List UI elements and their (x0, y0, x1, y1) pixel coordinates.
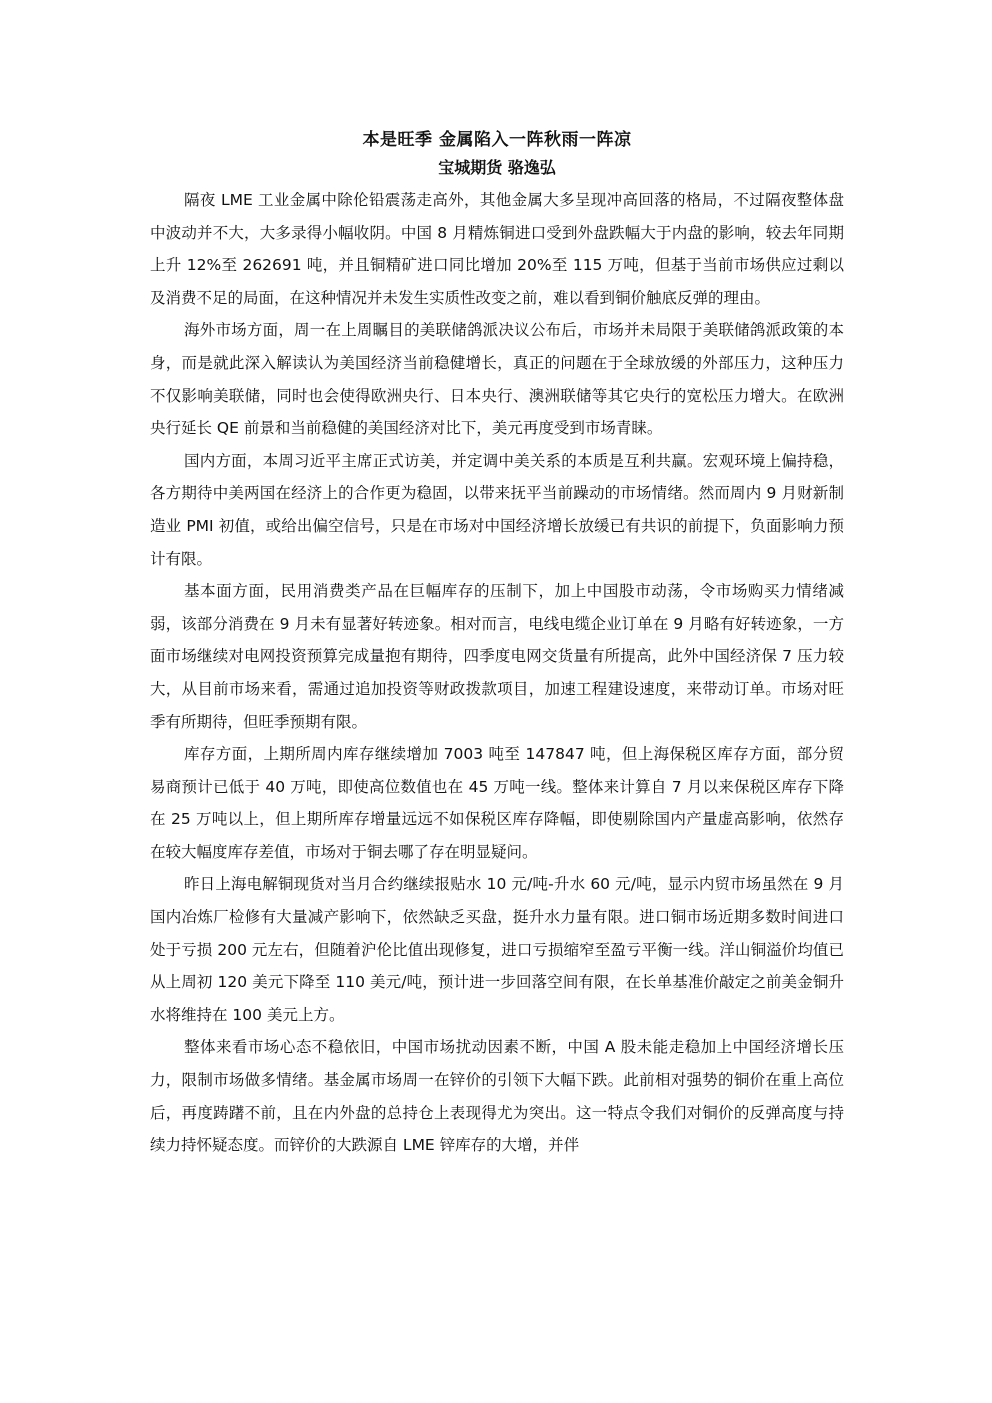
paragraph-3: 国内方面，本周习近平主席正式访美，并定调中美关系的本质是互利共赢。宏观环境上偏持稳，各方期待中美两国在经济上的合作更为稳固，以带来抚平当前躁动的市场情绪。然而周内 9 月财新制造业 PMI 初值，或给出偏空信号，只是在市场对中国经济增长放缓已有共识的前提下，负面影响力预计有限。 (150, 451, 844, 568)
paragraph-6: 昨日上海电解铜现货对当月合约继续报贴水 10 元/吨-升水 60 元/吨，显示内贸市场虽然在 9 月国内冶炼厂检修有大量减产影响下，依然缺乏买盘，挺升水力量有限。进口铜市场近期多数时间进口处于亏损 200 元左右，但随着沪伦比值出现修复，进口亏损缩窄至盈亏平衡一线。洋山铜溢价均值已从上周初 120 美元下降至 110 美元/吨，预计进一步回落空间有限，在长单基准价敲定之前美金铜升水将维持在 100 美元上方。 (150, 875, 844, 1024)
document-title: 本是旺季 金属陷入一阵秋雨一阵凉 (362, 130, 632, 150)
paragraph-4: 基本面方面，民用消费类产品在巨幅库存的压制下，加上中国股市动荡，令市场购买力情绪减弱，该部分消费在 9 月未有显著好转迹象。相对而言，电线电缆企业订单在 9 月略有好转迹象，一方面市场继续对电网投资预算完成量抱有期待，四季度电网交货量有所提高，此外中国经济保 7 压力较大，从目前市场来看，需通过追加投资等财政拨款项目，加速工程建设速度，来带动订单。市场对旺季有所期待，但旺季预期有限。 (150, 582, 844, 731)
paragraph-1: 隔夜 LME 工业金属中除伦铅震荡走高外，其他金属大多呈现冲高回落的格局，不过隔夜整体盘中波动并不大，大多录得小幅收阴。中国 8 月精炼铜进口受到外盘跌幅大于内盘的影响，较去年同期上升 12%至 262691 吨，并且铜精矿进口同比增加 20%至 115 万吨，但基于当前市场供应过剩以及消费不足的局面，在这种情况并未发生实质性改变之前，难以看到铜价触底反弹的理由。 (150, 191, 844, 307)
author-byline: 宝城期货 骆逸弘 (438, 158, 556, 177)
document-page (150, 126, 844, 1162)
paragraph-5: 库存方面，上期所周内库存继续增加 7003 吨至 147847 吨，但上海保税区库存方面，部分贸易商预计已低于 40 万吨，即使高位数值也在 45 万吨一线。整体来计算自 7 月以来保税区库存下降在 25 万吨以上，但上期所库存增量远远不如保税区库存降幅，即使剔除国内产量虚高影响，依然存在较大幅度库存差值，市场对于铜去哪了存在明显疑问。 (150, 745, 844, 861)
paragraph-2: 海外市场方面，周一在上周瞩目的美联储鸽派决议公布后，市场并未局限于美联储鸽派政策的本身，而是就此深入解读认为美国经济当前稳健增长，真正的问题在于全球放缓的外部压力，这种压力不仅影响美联储，同时也会使得欧洲央行、日本央行、澳洲联储等其它央行的宽松压力增大。在欧洲央行延长 QE 前景和当前稳健的美国经济对比下，美元再度受到市场青睐。 (150, 321, 844, 438)
paragraph-7: 整体来看市场心态不稳依旧，中国市场扰动因素不断，中国 A 股未能走稳加上中国经济增长压力，限制市场做多情绪。基金属市场周一在锌价的引领下大幅下跌。此前相对强势的铜价在重上高位后，再度踌躇不前，且在内外盘的总持仓上表现得尤为突出。这一特点令我们对铜价的反弹高度与持续力持怀疑态度。而锌价的大跌源自 LME 锌库存的大增，并伴 (150, 1038, 844, 1155)
